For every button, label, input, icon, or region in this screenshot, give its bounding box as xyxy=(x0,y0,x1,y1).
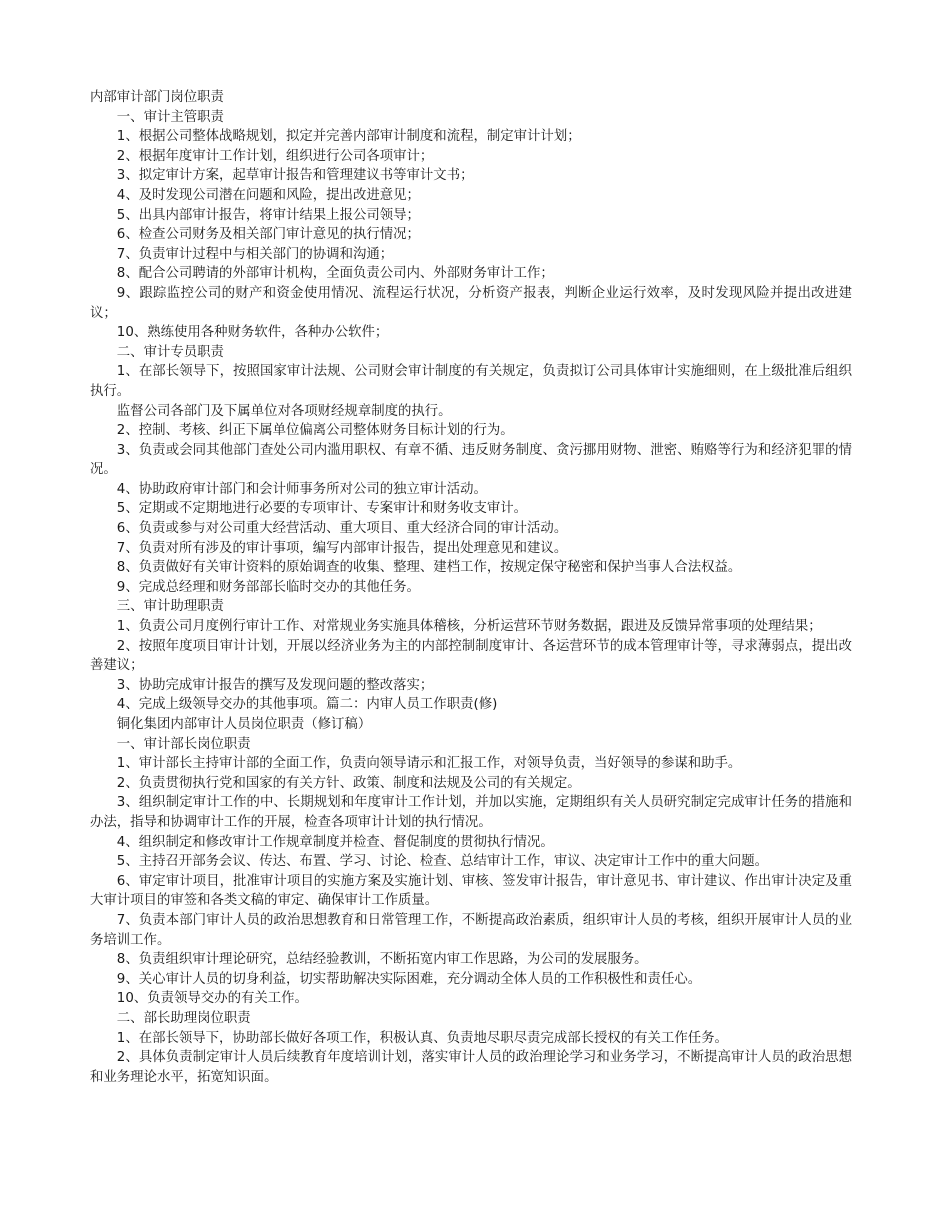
paragraph: 1、审计部长主持审计部的全面工作，负责向领导请示和汇报工作，对领导负责，当好领导的参谋和助手。 xyxy=(116,756,742,772)
paragraph: 5、出具内部审计报告，将审计结果上报公司领导； xyxy=(116,207,420,223)
paragraph: 6、负责或参与对公司重大经营活动、重大项目、重大经济合同的审计活动。 xyxy=(116,521,568,537)
section-heading: 三、审计助理职责 xyxy=(116,599,224,615)
paragraph: 1、在部长领导下，按照国家审计法规、公司财会审计制度的有关规定，负责拟订公司具体审计实施细则，在上级批准后组织执行。 xyxy=(90,364,852,399)
paragraph: 6、审定审计项目，批准审计项目的实施方案及实施计划、审核、签发审计报告，审计意见书、审计建议、作出审计决定及重大审计项目的审签和各类文稿的审定、确保审计工作质量。 xyxy=(90,873,852,909)
paragraph: 8、负责组织审计理论研究，总结经验教训，不断拓宽内审工作思路，为公司的发展服务。 xyxy=(116,952,648,968)
paragraph: 6、检查公司财务及相关部门审计意见的执行情况； xyxy=(116,227,420,243)
paragraph: 4、协助政府审计部门和会计师事务所对公司的独立审计活动。 xyxy=(116,481,487,497)
paragraph: 2、按照年度项目审计计划，开展以经济业务为主的内部控制制度审计、各运营环节的成本管理审计等，寻求薄弱点，提出改善建议； xyxy=(90,638,852,674)
paragraph: 3、拟定审计方案，起草审计报告和管理建议书等审计文书； xyxy=(116,168,474,184)
section-heading: 一、审计主管职责 xyxy=(116,109,224,125)
paragraph: 5、定期或不定期地进行必要的专项审计、专案审计和财务收支审计。 xyxy=(116,501,528,517)
document-title: 内部审计部门岗位职责 xyxy=(90,90,224,105)
paragraph: 2、具体负责制定审计人员后续教育年度培训计划，落实审计人员的政治理论学习和业务学习，不断提高审计人员的政治思想和业务理论水平，拓宽知识面。 xyxy=(90,1050,852,1085)
paragraph: 2、根据年度审计工作计划，组织进行公司各项审计； xyxy=(116,148,434,164)
paragraph: 3、协助完成审计报告的撰写及发现问题的整改落实； xyxy=(116,677,434,693)
section-heading: 一、审计部长岗位职责 xyxy=(116,736,251,752)
section-heading: 二、审计专员职责 xyxy=(116,344,224,360)
paragraph: 4、完成上级领导交办的其他事项。篇二：内审人员工作职责(修) xyxy=(116,697,498,713)
paragraph: 7、负责对所有涉及的审计事项，编写内部审计报告，提出处理意见和建议。 xyxy=(116,540,568,556)
document-body xyxy=(90,88,852,1087)
paragraph: 5、主持召开部务会议、传达、布置、学习、讨论、检查、总结审计工作，审议、决定审计工作中的重大问题。 xyxy=(116,854,769,870)
paragraph: 1、根据公司整体战略规划，拟定并完善内部审计制度和流程，制定审计计划； xyxy=(116,129,581,145)
paragraph: 8、负责做好有关审计资料的原始调查的收集、整理、建档工作，按规定保守秘密和保护当事人合法权益。 xyxy=(116,560,742,576)
paragraph: 3、负责或会同其他部门查处公司内滥用职权、有章不循、违反财务制度、贪污挪用财物、泄密、贿赂等行为和经济犯罪的情况。 xyxy=(90,442,852,478)
paragraph: 监督公司各部门及下属单位对各项财经规章制度的执行。 xyxy=(116,403,452,419)
paragraph: 7、负责审计过程中与相关部门的协调和沟通； xyxy=(116,246,394,262)
paragraph: 4、组织制定和修改审计工作规章制度并检查、督促制度的贯彻执行情况。 xyxy=(116,834,554,850)
paragraph: 1、在部长领导下，协助部长做好各项工作，积极认真、负责地尽职尽责完成部长授权的有关工作任务。 xyxy=(116,1030,728,1046)
paragraph: 9、完成总经理和财务部部长临时交办的其他任务。 xyxy=(116,579,420,595)
paragraph: 2、控制、考核、纠正下属单位偏离公司整体财务目标计划的行为。 xyxy=(116,423,514,439)
paragraph: 10、负责领导交办的有关工作。 xyxy=(116,991,308,1007)
paragraph: 9、关心审计人员的切身利益，切实帮助解决实际困难，充分调动全体人员的工作积极性和责任心。 xyxy=(116,971,702,987)
paragraph: 2、负责贯彻执行党和国家的有关方针、政策、制度和法规及公司的有关规定。 xyxy=(116,775,581,791)
paragraph: 10、熟练使用各种财务软件，各种办公软件； xyxy=(116,325,389,341)
subtitle: 铜化集团内部审计人员岗位职责（修订稿） xyxy=(116,717,372,732)
paragraph: 8、配合公司聘请的外部审计机构，全面负责公司内、外部财务审计工作； xyxy=(116,266,554,282)
paragraph: 7、负责本部门审计人员的政治思想教育和日常管理工作，不断提高政治素质，组织审计人员的考核，组织开展审计人员的业务培训工作。 xyxy=(90,912,852,948)
paragraph: 4、及时发现公司潜在问题和风险，提出改进意见； xyxy=(116,187,420,203)
paragraph: 1、负责公司月度例行审计工作、对常规业务实施具体稽核，分析运营环节财务数据，跟进及反馈异常事项的处理结果； xyxy=(116,619,822,635)
section-heading: 二、部长助理岗位职责 xyxy=(116,1010,251,1026)
paragraph: 3、组织制定审计工作的中、长期规划和年度审计工作计划，并加以实施，定期组织有关人员研究制定完成审计任务的措施和办法，指导和协调审计工作的开展，检查各项审计计划的执行情况。 xyxy=(90,795,852,830)
paragraph: 9、跟踪监控公司的财产和资金使用情况、流程运行状况，分析资产报表，判断企业运行效率，及时发现风险并提出改进建议； xyxy=(90,285,852,321)
